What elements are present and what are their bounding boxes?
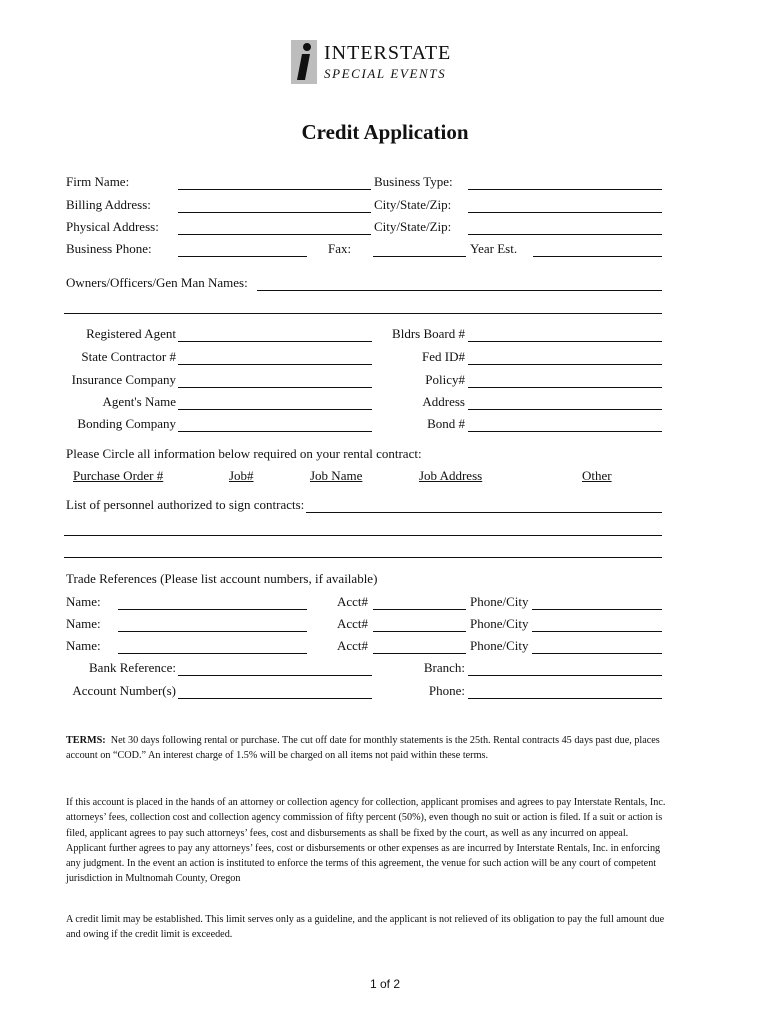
insurance-company-label: Insurance Company	[71, 372, 176, 387]
trade-acct-label-3: Acct#	[337, 638, 369, 653]
credit-limit-paragraph: A credit limit may be established. This limit serves only as a guideline, and the applicant is not relieved of its obligation to pay the full amount due and owing if the credit limit is exceeded.	[66, 914, 665, 941]
registered-agent-label: Registered Agent	[86, 326, 176, 341]
insurance-company-field[interactable]	[178, 387, 372, 388]
year-est-label: Year Est.	[470, 241, 518, 256]
option-other[interactable]: Other	[582, 468, 612, 483]
firm-name-label: Firm Name:	[66, 174, 130, 189]
address-label: Address	[422, 394, 465, 409]
owners-field-2[interactable]	[64, 313, 662, 314]
trade-name-field-1[interactable]	[118, 609, 307, 610]
option-purchase-order[interactable]: Purchase Order #	[73, 468, 164, 483]
owners-field[interactable]	[257, 290, 662, 291]
trade-acct-label-2: Acct#	[337, 616, 369, 631]
option-job-name[interactable]: Job Name	[310, 468, 363, 483]
physical-address-field[interactable]	[178, 234, 371, 235]
policy-field[interactable]	[468, 387, 662, 388]
personnel-label: List of personnel authorized to sign contracts:	[66, 497, 305, 512]
bonding-company-label: Bonding Company	[77, 416, 176, 431]
business-phone-field[interactable]	[178, 256, 307, 257]
terms-paragraph	[66, 733, 666, 764]
physical-city-state-zip-label: City/State/Zip:	[374, 219, 452, 234]
terms-label: TERMS:	[66, 735, 106, 746]
trade-name-label-3: Name:	[66, 638, 101, 653]
personnel-field[interactable]	[306, 512, 662, 513]
trade-acct-field-3[interactable]	[373, 653, 466, 654]
physical-address-label: Physical Address:	[66, 219, 159, 234]
branch-field[interactable]	[468, 675, 662, 676]
logo-line-2: SPECIAL EVENTS	[324, 66, 447, 81]
logo-emblem-icon	[290, 38, 320, 86]
trade-name-field-2[interactable]	[118, 631, 307, 632]
owners-label: Owners/Officers/Gen Man Names:	[66, 275, 248, 290]
bond-field[interactable]	[468, 431, 662, 432]
business-type-field[interactable]	[468, 189, 662, 190]
trade-phone-city-field-3[interactable]	[532, 653, 662, 654]
trade-acct-label-1: Acct#	[337, 594, 369, 609]
bldrs-board-label: Bldrs Board #	[392, 326, 465, 341]
trade-references-heading: Trade References (Please list account numbers, if available)	[66, 571, 378, 586]
bank-reference-field[interactable]	[178, 675, 372, 676]
bond-label: Bond #	[427, 416, 465, 431]
trade-name-field-3[interactable]	[118, 653, 307, 654]
logo-line-1: INTERSTATE	[324, 42, 452, 64]
address-field[interactable]	[468, 409, 662, 410]
fed-id-label: Fed ID#	[422, 349, 465, 364]
billing-address-field[interactable]	[178, 212, 371, 213]
business-type-label: Business Type:	[374, 174, 453, 189]
personnel-field-2[interactable]	[64, 535, 662, 536]
firm-name-field[interactable]	[178, 189, 371, 190]
page-number: 1 of 2	[369, 977, 401, 991]
company-logo	[290, 38, 480, 86]
personnel-field-3[interactable]	[64, 557, 662, 558]
collection-paragraph: If this account is placed in the hands of an attorney or collection agency for collection, applicant promises and agrees to pay Interstate Rentals, Inc. attorneys’ fees, collection cost and collection agency commission of fifty percent (50%), even though no suit or action is filed. If a suit or action is filed, applicant agrees to pay such attorneys’ fees, cost and disbursements as shall be fixed by the court, as well as any incurred on appeal. Applicant further agrees to pay any attorneys’ fees, cost or disbursements or other expenses as are incurred by Interstate Rentals, Inc. in enforcing any judgment. In the event an action is instituted to enforce the terms of this agreement, the venue for such action will be any court of competent jurisdiction in Multnomah County, Oregon	[66, 797, 666, 885]
state-contractor-label: State Contractor #	[81, 349, 176, 364]
trade-name-label-2: Name:	[66, 616, 101, 631]
trade-phone-city-field-2[interactable]	[532, 631, 662, 632]
terms-text: Net 30 days following rental or purchase. The cut off date for monthly statements is the 25th. Rental contracts 45 days past due, places account on “COD.” An interest charge of 1.5% will be charged on all items not paid within these terms.	[66, 735, 660, 762]
fax-label: Fax:	[328, 241, 352, 256]
bank-phone-label: Phone:	[428, 683, 465, 698]
billing-city-state-zip-field[interactable]	[468, 212, 662, 213]
bank-reference-label: Bank Reference:	[89, 660, 176, 675]
registered-agent-field[interactable]	[178, 341, 372, 342]
billing-address-label: Billing Address:	[66, 197, 151, 212]
fax-field[interactable]	[373, 256, 466, 257]
account-numbers-label: Account Number(s)	[72, 683, 176, 698]
policy-label: Policy#	[425, 372, 465, 387]
billing-city-state-zip-label: City/State/Zip:	[374, 197, 452, 212]
agents-name-field[interactable]	[178, 409, 372, 410]
trade-phone-city-field-1[interactable]	[532, 609, 662, 610]
physical-city-state-zip-field[interactable]	[468, 234, 662, 235]
bonding-company-field[interactable]	[178, 431, 372, 432]
business-phone-label: Business Phone:	[66, 241, 152, 256]
bldrs-board-field[interactable]	[468, 341, 662, 342]
trade-acct-field-2[interactable]	[373, 631, 466, 632]
agents-name-label: Agent's Name	[102, 394, 176, 409]
option-job-address[interactable]: Job Address	[419, 468, 483, 483]
trade-phone-city-label-1: Phone/City	[470, 594, 529, 609]
trade-acct-field-1[interactable]	[373, 609, 466, 610]
state-contractor-field[interactable]	[178, 364, 372, 365]
fed-id-field[interactable]	[468, 364, 662, 365]
trade-name-label-1: Name:	[66, 594, 101, 609]
circle-instruction: Please Circle all information below required on your rental contract:	[66, 446, 422, 461]
trade-phone-city-label-3: Phone/City	[470, 638, 529, 653]
year-est-field[interactable]	[533, 256, 662, 257]
trade-phone-city-label-2: Phone/City	[470, 616, 529, 631]
page-title: Credit Application	[301, 120, 469, 144]
bank-phone-field[interactable]	[468, 698, 662, 699]
branch-label: Branch:	[423, 660, 465, 675]
option-job-number[interactable]: Job#	[229, 468, 254, 483]
account-numbers-field[interactable]	[178, 698, 372, 699]
